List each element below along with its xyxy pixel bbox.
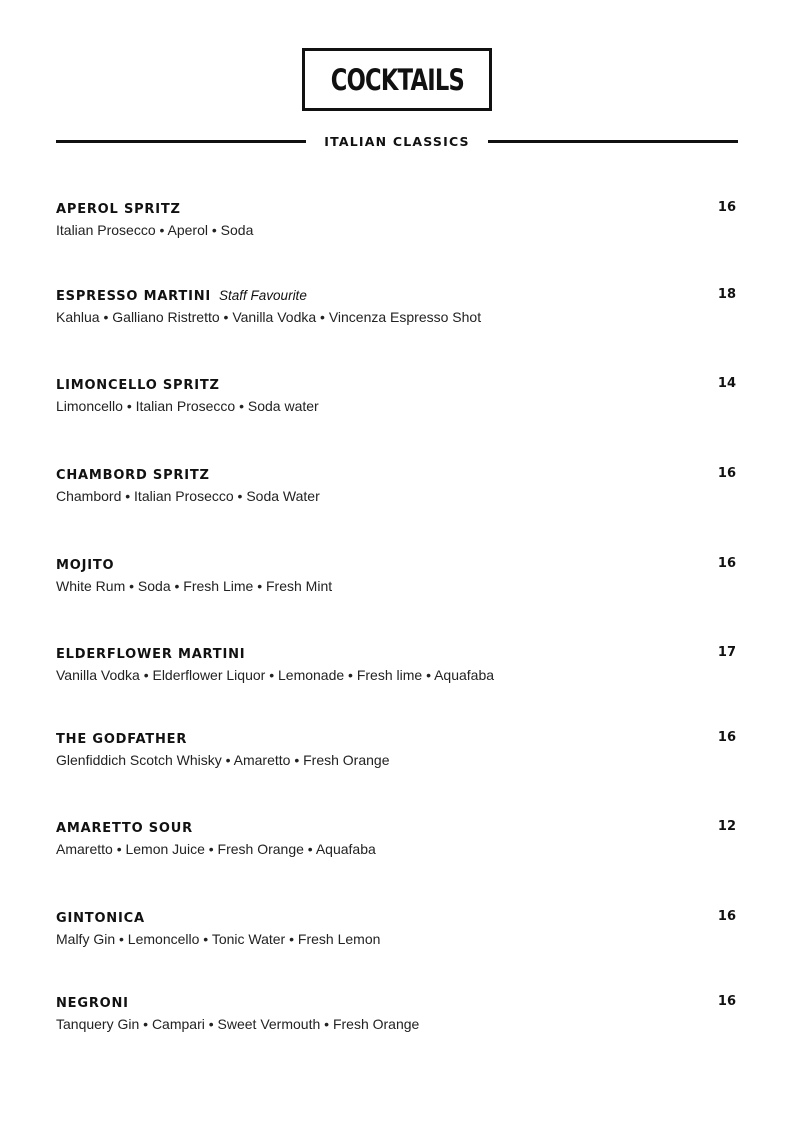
item-name: MOJITO: [56, 558, 115, 573]
menu-item-negroni: [56, 994, 736, 1032]
item-ingredients: Vanilla Vodka • Elderflower Liquor • Lemonade • Fresh lime • Aquafaba: [56, 667, 495, 683]
item-ingredients: White Rum • Soda • Fresh Lime • Fresh Mint: [56, 578, 333, 594]
section-header: [56, 132, 738, 150]
item-name: LIMONCELLO SPRITZ: [56, 378, 220, 393]
item-name: ELDERFLOWER MARTINI: [56, 647, 246, 662]
item-ingredients: Chambord • Italian Prosecco • Soda Water: [56, 488, 320, 504]
item-price: 16: [717, 466, 736, 481]
item-price: 16: [717, 556, 736, 571]
item-ingredients: Malfy Gin • Lemoncello • Tonic Water • Fresh Lemon: [56, 931, 381, 947]
item-name: GINTONICA: [56, 911, 145, 926]
item-name: THE GODFATHER: [56, 732, 188, 747]
item-ingredients: Italian Prosecco • Aperol • Soda: [56, 222, 254, 238]
item-price: 12: [717, 819, 736, 834]
menu-title-box: [302, 48, 492, 111]
menu-item-limoncello-spritz: [56, 376, 736, 414]
item-ingredients: Amaretto • Lemon Juice • Fresh Orange • Aquafaba: [56, 841, 376, 857]
item-ingredients: Tanquery Gin • Campari • Sweet Vermouth • Fresh Orange: [56, 1016, 420, 1032]
item-name: NEGRONI: [56, 996, 129, 1011]
section-rule-right: [488, 140, 738, 143]
menu-item-aperol-spritz: [56, 200, 736, 238]
item-price: 18: [717, 287, 736, 302]
item-price: 14: [717, 376, 736, 391]
section-title: ITALIAN CLASSICS: [324, 133, 470, 149]
menu-item-the-godfather: [56, 730, 736, 768]
menu-item-espresso-martini: [56, 287, 736, 325]
menu-item-elderflower-martini: [56, 645, 736, 683]
menu-item-mojito: [56, 556, 736, 594]
item-name: ESPRESSO MARTINI: [56, 289, 212, 304]
menu-item-amaretto-sour: [56, 819, 736, 857]
item-note: Staff Favourite: [219, 288, 307, 303]
item-name: AMARETTO SOUR: [56, 821, 193, 836]
item-price: 16: [717, 730, 736, 745]
item-ingredients: Kahlua • Galliano Ristretto • Vanilla Vodka • Vincenza Espresso Shot: [56, 309, 482, 325]
menu-title: COCKTAILS: [330, 62, 464, 97]
section-rule-left: [56, 140, 306, 143]
item-price: 16: [717, 909, 736, 924]
item-ingredients: Limoncello • Italian Prosecco • Soda water: [56, 398, 319, 414]
item-price: 17: [717, 645, 736, 660]
item-name: CHAMBORD SPRITZ: [56, 468, 210, 483]
item-price: 16: [717, 994, 736, 1009]
item-name: APEROL SPRITZ: [56, 202, 181, 217]
menu-item-gintonica: [56, 909, 736, 947]
menu-item-chambord-spritz: [56, 466, 736, 504]
item-price: 16: [717, 200, 736, 215]
item-ingredients: Glenfiddich Scotch Whisky • Amaretto • Fresh Orange: [56, 752, 390, 768]
